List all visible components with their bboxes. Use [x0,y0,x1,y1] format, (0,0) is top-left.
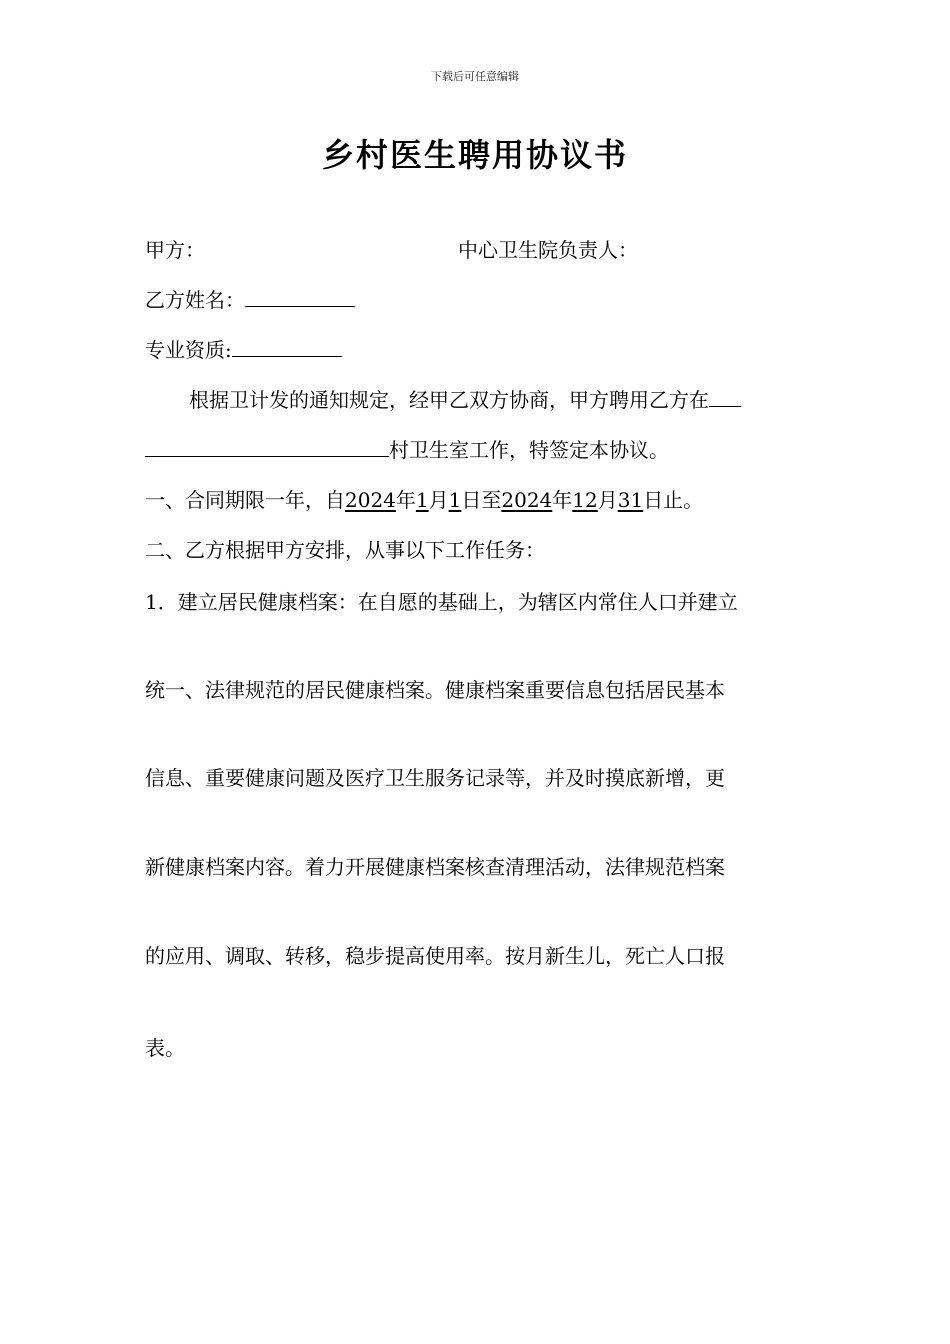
village-blank-2 [145,436,389,457]
party-a-label: 甲方： [145,238,205,262]
end-month: 12 [572,488,598,512]
start-year: 2024 [345,488,396,512]
task1-line-6: 表。 [145,1036,185,1060]
start-month: 1 [415,488,429,512]
term-suffix: 日止。 [643,488,704,512]
term-prefix: 一、合同期限一年，自 [145,488,345,512]
year-char-1: 年 [395,488,416,512]
village-blank-1 [709,386,741,407]
intro-line-2 [145,436,669,464]
party-b-name-blank [245,286,355,307]
intro-part1: 根据卫计发的通知规定，经甲乙双方协商，甲方聘用乙方在 [189,388,709,412]
end-day: 31 [617,488,644,512]
qualification-blank [232,336,342,357]
start-day: 1 [448,488,462,512]
header-note: 下载后可任意编辑 [431,70,519,83]
end-year: 2024 [501,488,553,512]
party-b-name-row [145,286,355,314]
task1-line-5: 的应用、调取、转移，稳步提高使用率。按月新生儿，死亡人口报 [145,944,725,968]
intro-line-1 [189,386,741,414]
task1-line-1: 1．建立居民健康档案：在自愿的基础上，为辖区内常住人口并建立 [145,590,738,614]
term-row [145,486,703,514]
party-a-row [145,236,205,264]
year-char-2: 年 [552,488,573,512]
task1-line-3: 信息、重要健康问题及医疗卫生服务记录等，并及时摸底新增，更 [145,766,725,790]
party-b-name-label: 乙方姓名： [145,288,245,312]
center-head-row [458,236,638,264]
day-to: 日至 [461,488,502,512]
intro-part2: 村卫生室工作，特签定本协议。 [389,438,669,462]
month-char-1: 月 [428,488,449,512]
task1-line-2: 统一、法律规范的居民健康档案。健康档案重要信息包括居民基本 [145,678,725,702]
month-char-2: 月 [597,488,618,512]
section2-heading: 二、乙方根据甲方安排，从事以下工作任务： [145,538,545,562]
center-head-label: 中心卫生院负责人： [458,238,638,262]
task1-line-4: 新健康档案内容。着力开展健康档案核查清理活动，法律规范档案 [145,855,725,879]
qualification-row [145,336,342,364]
document-title: 乡村医生聘用协议书 [321,136,628,174]
qualification-label: 专业资质: [145,338,232,362]
